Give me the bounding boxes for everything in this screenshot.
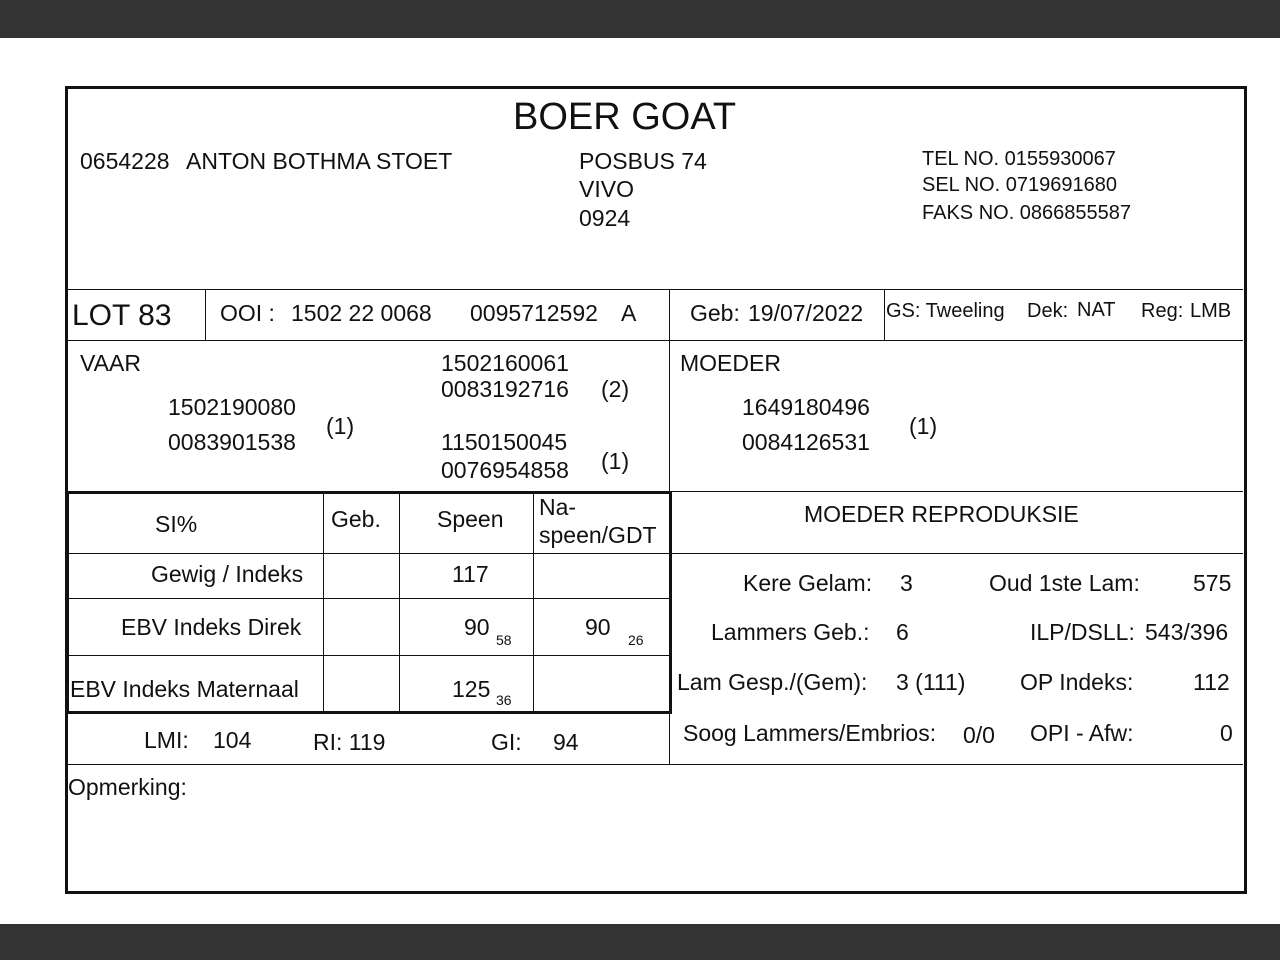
ooi-reg: 0095712592 bbox=[470, 300, 598, 326]
repro-title: MOEDER REPRODUKSIE bbox=[804, 501, 1079, 527]
lot-label: LOT 83 bbox=[72, 299, 172, 332]
divider bbox=[884, 290, 885, 340]
naspeen-accuracy: 26 bbox=[628, 632, 644, 648]
divider bbox=[66, 491, 671, 494]
sire-dam-reg: 0076954858 bbox=[441, 457, 569, 483]
sire-sire-reg: 0083192716 bbox=[441, 376, 569, 402]
moeder-mark: (1) bbox=[909, 413, 938, 439]
ri-value: RI: 119 bbox=[313, 729, 386, 755]
gesp-value: 3 (111) bbox=[896, 669, 966, 695]
op-value: 112 bbox=[1193, 669, 1230, 695]
divider bbox=[66, 289, 1243, 290]
row-label: Gewig / Indeks bbox=[151, 561, 304, 587]
oud-label: Oud 1ste Lam: bbox=[989, 570, 1140, 596]
ilp-label: ILP/DSLL: bbox=[1030, 619, 1135, 645]
ilp-value: 543/396 bbox=[1145, 619, 1229, 645]
speen-value: 90 bbox=[464, 614, 490, 640]
op-label: OP Indeks: bbox=[1020, 669, 1134, 695]
divider bbox=[669, 290, 670, 491]
vaar-mark: (1) bbox=[326, 413, 355, 439]
soog-value: 0/0 bbox=[963, 722, 995, 748]
owner-id: 0654228 bbox=[80, 148, 170, 174]
lmi-label: LMI: bbox=[144, 727, 189, 753]
kere-label: Kere Gelam: bbox=[743, 570, 873, 596]
sel-number: SEL NO. 0719691680 bbox=[922, 174, 1117, 196]
divider bbox=[669, 491, 672, 714]
lammers-label: Lammers Geb.: bbox=[711, 619, 870, 645]
lammers-value: 6 bbox=[896, 619, 909, 645]
address-line-3: 0924 bbox=[579, 205, 631, 231]
sire-dam-id: 1150150045 bbox=[441, 429, 568, 455]
soog-label: Soog Lammers/Embrios: bbox=[683, 720, 937, 746]
oud-value: 575 bbox=[1193, 570, 1232, 596]
opi-value: 0 bbox=[1220, 720, 1233, 746]
vaar-id: 1502190080 bbox=[168, 394, 296, 420]
reg-label: Reg: bbox=[1141, 300, 1184, 322]
divider bbox=[66, 711, 671, 714]
row-label: EBV Indeks Maternaal bbox=[70, 676, 299, 702]
geb-date: 19/07/2022 bbox=[748, 300, 864, 326]
opi-label: OPI - Afw: bbox=[1030, 720, 1134, 746]
address-line-2: VIVO bbox=[579, 176, 634, 202]
dek-label: Dek: bbox=[1027, 300, 1069, 322]
row-label: EBV Indeks Direk bbox=[121, 614, 302, 640]
header-geb: Geb. bbox=[331, 506, 381, 532]
divider bbox=[66, 553, 1243, 554]
moeder-label: MOEDER bbox=[680, 350, 781, 376]
divider bbox=[66, 598, 671, 599]
gi-label: GI: bbox=[491, 729, 522, 755]
divider bbox=[669, 714, 670, 764]
kere-value: 3 bbox=[900, 570, 913, 596]
faks-number: FAKS NO. 0866855587 bbox=[922, 202, 1132, 224]
tel-number: TEL NO. 0155930067 bbox=[922, 148, 1116, 170]
speen-accuracy: 36 bbox=[496, 692, 512, 708]
geb-label: Geb: bbox=[690, 300, 740, 326]
dek-value: NAT bbox=[1077, 299, 1116, 321]
divider bbox=[66, 491, 69, 714]
remarks-label: Opmerking: bbox=[68, 774, 187, 800]
header-si: SI% bbox=[155, 511, 198, 537]
divider bbox=[66, 764, 1243, 765]
address-line-1: POSBUS 74 bbox=[579, 148, 707, 174]
ooi-label: OOI : bbox=[220, 300, 275, 326]
speen-value: 117 bbox=[452, 561, 489, 587]
sire-sire-id: 1502160061 bbox=[441, 350, 569, 376]
vaar-label: VAAR bbox=[80, 350, 141, 376]
speen-accuracy: 58 bbox=[496, 632, 512, 648]
header-naspeen-2: speen/GDT bbox=[539, 522, 657, 548]
header-naspeen-1: Na- bbox=[539, 494, 577, 520]
naspeen-value: 90 bbox=[585, 614, 611, 640]
divider bbox=[533, 491, 534, 714]
document-title: BOER GOAT bbox=[513, 96, 737, 138]
divider bbox=[399, 491, 400, 714]
divider bbox=[66, 340, 1243, 341]
ooi-grade: A bbox=[621, 300, 637, 326]
vaar-reg: 0083901538 bbox=[168, 429, 296, 455]
speen-value: 125 bbox=[452, 676, 491, 702]
moeder-reg: 0084126531 bbox=[742, 429, 870, 455]
top-bar bbox=[0, 0, 1280, 38]
divider bbox=[323, 491, 324, 714]
ooi-id: 1502 22 0068 bbox=[291, 300, 432, 326]
sire-dam-mark: (1) bbox=[601, 448, 630, 474]
bottom-bar bbox=[0, 924, 1280, 960]
header-speen: Speen bbox=[437, 506, 504, 532]
gesp-label: Lam Gesp./(Gem): bbox=[677, 669, 868, 695]
lmi-value: 104 bbox=[213, 727, 252, 753]
gs-value: GS: Tweeling bbox=[886, 300, 1005, 322]
owner-name: ANTON BOTHMA STOET bbox=[186, 148, 453, 174]
gi-value: 94 bbox=[553, 729, 579, 755]
divider bbox=[66, 655, 671, 656]
reg-value: LMB bbox=[1190, 300, 1232, 322]
divider bbox=[205, 290, 206, 340]
sire-sire-mark: (2) bbox=[601, 376, 630, 402]
moeder-id: 1649180496 bbox=[742, 394, 870, 420]
